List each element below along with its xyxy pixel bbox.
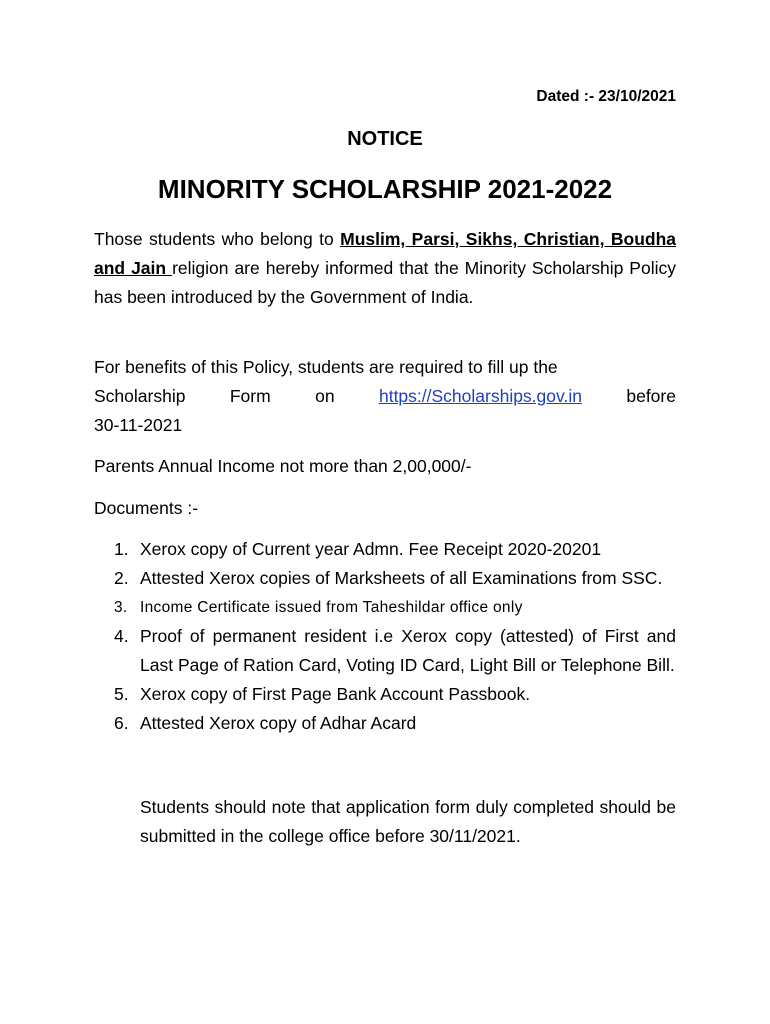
notice-heading: NOTICE xyxy=(347,128,423,150)
list-item: 3. Income Certificate issued from Taheshildar office only xyxy=(114,599,523,616)
word-on: on xyxy=(315,386,335,406)
list-item: 6. Attested Xerox copy of Adhar Acard xyxy=(114,713,417,733)
word-scholarship: Scholarship xyxy=(94,386,186,406)
word-before: before xyxy=(626,386,676,406)
list-item: 4. Proof of permanent resident i.e Xerox copy (attested) of First and Last Page of Ration Card, Voting ID Card, Light Bill or Telephone Bill. xyxy=(114,626,676,675)
list-item: 2. Attested Xerox copies of Marksheets of all Examinations from SSC. xyxy=(114,568,663,588)
list-item: 5. Xerox copy of First Page Bank Account Passbook. xyxy=(114,684,531,704)
word-form: Form xyxy=(229,386,271,406)
application-line-2 xyxy=(94,382,676,411)
documents-heading: Documents :- xyxy=(94,498,199,518)
date-line: Dated :- 23/10/2021 xyxy=(536,88,676,105)
list-item: 1. Xerox copy of Current year Admn. Fee Receipt 2020-20201 xyxy=(114,539,602,559)
closing-note: Students should note that application form duly completed should be submitted in the college office before 30/11/2021. xyxy=(140,797,676,846)
application-line-1: For benefits of this Policy, students are required to fill up the xyxy=(94,357,558,377)
eligibility-suffix: religion are hereby informed that the Minority Scholarship Policy has been introduced by the Government of India. xyxy=(94,258,676,307)
deadline-date: 30-11-2021 xyxy=(94,415,183,435)
page-title: MINORITY SCHOLARSHIP 2021-2022 xyxy=(157,174,613,204)
religions-list: Muslim, Parsi, Sikhs, Christian, Boudha and Jain xyxy=(94,229,676,278)
scholarship-portal-link[interactable]: https://Scholarships.gov.in xyxy=(378,386,582,406)
eligibility-paragraph xyxy=(94,225,676,312)
income-criteria: Parents Annual Income not more than 2,00,000/- xyxy=(94,456,472,476)
application-paragraph xyxy=(94,353,676,440)
documents-list xyxy=(94,535,676,738)
eligibility-prefix: Those students who belong to xyxy=(94,229,341,249)
